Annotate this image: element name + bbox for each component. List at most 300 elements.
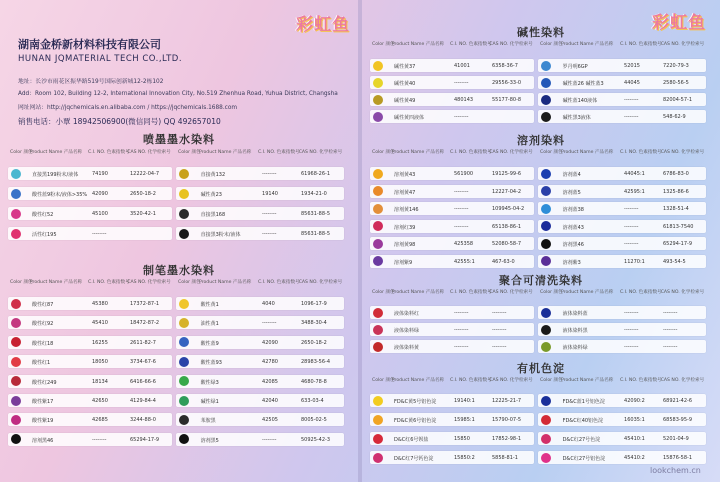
ci-number: -------- <box>454 310 469 316</box>
brand-logo: 彩虹鱼 <box>296 15 350 35</box>
cas-number: 85631-88-5 <box>300 231 331 237</box>
column-header <box>370 290 534 302</box>
color-swatch <box>179 318 189 328</box>
color-swatch <box>179 209 189 219</box>
product-name: 溶剂蓝43 <box>562 224 584 231</box>
product-row <box>538 451 706 464</box>
ci-number: 18050 <box>92 359 108 366</box>
header-name: Product Name 产品名称 <box>561 150 614 155</box>
cas-number: 61968-26-1 <box>300 171 331 177</box>
ci-number: 42505 <box>262 417 278 424</box>
color-swatch <box>179 169 189 179</box>
product-name: 酸性紫19 <box>32 418 54 425</box>
cas-number: 5858-81-1 <box>492 455 518 461</box>
product-row <box>176 297 344 310</box>
ci-number: 15850 <box>454 436 470 442</box>
product-row <box>538 93 706 106</box>
product-name: 酸性红18 <box>32 340 54 347</box>
product-name: FD&C黄5号铝色淀 <box>394 399 437 405</box>
color-swatch <box>373 221 383 231</box>
product-name: 直接黑199粉末/液体 <box>32 172 79 178</box>
header-ci: C.I. NO. 色素指数号 <box>619 42 662 47</box>
color-swatch <box>179 299 189 309</box>
section-title: 溶剂染料 <box>517 134 565 147</box>
ci-number: 16035:1 <box>624 417 645 423</box>
ci-number: 42595:1 <box>624 188 645 195</box>
product-row <box>370 110 534 123</box>
header-name: Product Name 产品名称 <box>391 290 445 295</box>
product-row <box>370 255 534 268</box>
ci-number: 74190 <box>92 171 108 177</box>
color-swatch <box>11 376 21 386</box>
cas-number: 68921-42-6 <box>662 398 693 404</box>
color-swatch <box>179 434 189 444</box>
product-row <box>538 340 706 353</box>
cas-number: 50925-42-3 <box>300 436 331 443</box>
color-swatch <box>373 112 383 122</box>
product-row <box>176 227 344 240</box>
ci-number: -------- <box>262 231 277 237</box>
ci-number: -------- <box>454 114 469 120</box>
column-header <box>538 290 706 302</box>
cas-number: 493-54-5 <box>662 258 686 265</box>
color-swatch <box>541 308 551 318</box>
product-name: 罗丹明6GP <box>562 64 588 70</box>
product-name: 液体染料绿 <box>562 345 588 351</box>
watermark: lookchem.cn <box>650 466 701 475</box>
header-color: Color 颜色 <box>372 150 395 155</box>
column-header <box>370 378 534 390</box>
cas-number: 68583-95-9 <box>662 417 693 423</box>
cas-number: 6416-66-6 <box>130 378 156 385</box>
color-swatch <box>541 169 551 179</box>
ci-number: -------- <box>454 344 469 350</box>
ci-number: -------- <box>454 188 469 195</box>
color-swatch <box>373 308 383 318</box>
header-color: Color 颜色 <box>372 42 395 47</box>
product-name: 碱性蓝140液体 <box>562 98 598 104</box>
cas-number: 1096-17-9 <box>300 301 327 307</box>
product-name: 碱性黄四液体 <box>394 115 425 121</box>
cas-number: 17852-98-1 <box>492 436 522 442</box>
color-swatch <box>541 396 551 406</box>
color-swatch <box>373 61 383 71</box>
header-cas: CAS NO. 化学检索号 <box>298 150 343 155</box>
color-swatch <box>373 239 383 249</box>
cas-number: -------- <box>662 344 678 350</box>
color-swatch <box>373 256 383 266</box>
cas-number: 6786-83-0 <box>662 171 689 177</box>
ci-number: -------- <box>262 436 277 443</box>
ci-number: 480143 <box>454 97 474 103</box>
cas-number: 52080-58-7 <box>492 241 522 247</box>
product-name: 酸性红1 <box>32 360 51 367</box>
cas-number: 12227-04-2 <box>492 188 522 195</box>
cas-number: 3244-88-0 <box>130 417 156 424</box>
color-swatch <box>179 396 189 406</box>
ci-number: 44045 <box>624 80 640 86</box>
product-name: 溶剂黑46 <box>562 242 584 248</box>
header-cas: CAS NO. 化学检索号 <box>660 42 705 47</box>
column-header <box>538 42 706 54</box>
color-swatch <box>373 453 383 463</box>
product-row <box>538 76 706 89</box>
product-row <box>370 220 534 233</box>
product-row <box>8 316 172 329</box>
ci-number: 42085 <box>262 378 278 385</box>
header-color: Color 颜色 <box>540 42 563 47</box>
color-swatch <box>541 434 551 444</box>
header-color: Color 颜色 <box>540 378 563 383</box>
product-row <box>176 167 344 180</box>
left-page <box>0 0 358 482</box>
product-name: 碱性黑3液体 <box>562 115 591 121</box>
column-header <box>538 150 706 162</box>
ci-number: 42685 <box>92 417 108 424</box>
product-name: 酸性红52 <box>32 212 54 218</box>
product-name: 液体染料黑 <box>562 328 588 334</box>
cas-number: 29556-33-0 <box>492 80 522 86</box>
header-cas: CAS NO. 化学检索号 <box>298 280 343 285</box>
column-header <box>176 150 344 162</box>
cas-number: 467-63-0 <box>492 258 515 265</box>
cas-number: -------- <box>492 327 507 333</box>
header-cas: CAS NO. 化学检索号 <box>660 290 705 295</box>
header-color: Color 颜色 <box>540 150 563 155</box>
product-row <box>8 297 172 310</box>
address-en: Add：Room 102, Building 12-2, International Innovation City, No.519 Zhenhua Road, Yuhua District, Changsha <box>18 91 338 97</box>
ci-number: 16255 <box>92 339 108 346</box>
product-row <box>370 76 534 89</box>
cas-number: 4680-78-8 <box>300 378 327 385</box>
product-row <box>176 207 344 220</box>
ci-number: 15985:1 <box>454 417 475 423</box>
cas-number: -------- <box>662 310 678 316</box>
product-name: 溶剂黑46 <box>32 437 54 444</box>
product-row <box>370 340 534 353</box>
product-name: D&C红27号色淀 <box>562 437 601 443</box>
product-row <box>538 202 706 215</box>
color-swatch <box>11 229 21 239</box>
ci-number: -------- <box>624 114 639 120</box>
product-row <box>538 185 706 198</box>
header-name: Product Name 产品名称 <box>561 378 614 383</box>
cas-number: 4129-84-4 <box>130 398 156 404</box>
cas-number: 1325-86-6 <box>662 188 689 195</box>
ci-number: -------- <box>92 231 107 237</box>
ci-number: 45410:2 <box>624 455 645 461</box>
product-name: 直接黑3粉末/液体 <box>200 232 241 238</box>
ci-number: 11270:1 <box>624 258 645 265</box>
header-color: Color 颜色 <box>372 378 395 383</box>
product-name: 溶剂紫3 <box>562 259 581 266</box>
product-name: 溶剂黑5 <box>200 437 219 444</box>
product-name: 直接黑168 <box>200 212 226 218</box>
brand-logo: 彩虹鱼 <box>652 13 706 33</box>
header-cas: CAS NO. 化学检索号 <box>660 150 705 155</box>
header-ci: C.I. NO. 色素指数号 <box>619 290 662 295</box>
ci-number: 45410 <box>92 320 108 327</box>
product-name: 碱性黄37 <box>394 64 416 70</box>
product-name: 溶剂黄43 <box>394 172 416 178</box>
product-row <box>8 167 172 180</box>
product-name: 溶剂黄146 <box>394 207 419 213</box>
ci-number: -------- <box>262 320 277 327</box>
cas-number: 55177-80-8 <box>492 97 522 103</box>
product-row <box>370 167 534 180</box>
product-name: 苯胺黑 <box>200 418 216 425</box>
cas-number: -------- <box>492 344 507 350</box>
column-header <box>370 150 534 162</box>
ci-number: -------- <box>624 223 639 230</box>
color-swatch <box>11 318 21 328</box>
color-swatch <box>541 221 551 231</box>
ci-number: -------- <box>454 327 469 333</box>
column-header <box>176 280 344 292</box>
right-page <box>362 0 720 482</box>
header-cas: CAS NO. 化学检索号 <box>489 378 533 383</box>
header-ci: C.I. NO. 色素指数号 <box>88 280 130 285</box>
color-swatch <box>373 415 383 425</box>
section-title: 有机色淀 <box>517 362 565 375</box>
ci-number: -------- <box>262 211 277 217</box>
cas-number: 65138-86-1 <box>492 223 522 230</box>
color-swatch <box>179 415 189 425</box>
product-row <box>370 237 534 250</box>
header-cas: CAS NO. 化学检索号 <box>127 150 171 155</box>
cas-number: 633-03-4 <box>300 398 324 404</box>
cas-number: 15876-58-1 <box>662 455 693 461</box>
color-swatch <box>11 415 21 425</box>
header-name: Product Name 产品名称 <box>561 42 614 47</box>
address-cn: 地址：长沙市雨花区振华路519号国际创新城12-2栋102 <box>18 79 164 85</box>
product-name: 酸性紫17 <box>32 399 54 405</box>
ci-number: 42555:1 <box>454 258 475 265</box>
product-row <box>538 255 706 268</box>
cas-number: 82004-57-1 <box>662 97 693 103</box>
product-row <box>370 432 534 445</box>
product-row <box>176 413 344 426</box>
color-swatch <box>179 229 189 239</box>
product-row <box>370 413 534 426</box>
color-swatch <box>373 434 383 444</box>
color-swatch <box>373 169 383 179</box>
cas-number: 85631-88-5 <box>300 211 331 217</box>
ci-number: 42090 <box>92 191 108 197</box>
column-header <box>8 150 172 162</box>
product-name: 酸性绿3 <box>200 379 219 386</box>
color-swatch <box>179 357 189 367</box>
product-row <box>8 394 172 407</box>
cas-number: 1934-21-0 <box>300 191 327 197</box>
product-row <box>176 355 344 368</box>
ci-number: 52015 <box>624 63 640 69</box>
product-name: 液体染料黄 <box>394 345 420 351</box>
color-swatch <box>541 415 551 425</box>
product-row <box>370 394 534 407</box>
cas-number: 61813-7540 <box>662 223 694 230</box>
ci-number: -------- <box>454 206 469 212</box>
column-header <box>8 280 172 292</box>
product-name: 酸性蓝93 <box>200 360 222 367</box>
ci-number: -------- <box>624 97 639 103</box>
color-swatch <box>373 396 383 406</box>
product-name: 酸性黄1 <box>200 302 219 308</box>
product-name: 溶剂黄98 <box>394 242 416 248</box>
header-ci: C.I. NO. 色素指数号 <box>257 150 300 155</box>
header-cas: CAS NO. 化学检索号 <box>660 378 705 383</box>
ci-number: 4040 <box>262 301 275 307</box>
ci-number: 42040 <box>262 398 278 404</box>
product-name: D&C红27号铝色淀 <box>562 456 606 462</box>
ci-number: 42780 <box>262 359 278 366</box>
ci-number: 45100 <box>92 211 108 217</box>
product-name: 碱性黄23 <box>200 192 222 198</box>
cas-number: -------- <box>662 327 678 333</box>
product-name: 溶剂蓝5 <box>562 189 581 196</box>
product-name: 酸性红249 <box>32 379 57 386</box>
cas-number: 7220-79-3 <box>662 63 689 69</box>
color-swatch <box>541 239 551 249</box>
ci-number: 19140 <box>262 191 278 197</box>
product-name: 溶剂红39 <box>394 224 416 231</box>
product-name: 溶剂紫9 <box>394 259 413 266</box>
product-name: 碱性黄40 <box>394 81 416 87</box>
product-row <box>538 413 706 426</box>
header-name: Product Name 产品名称 <box>391 42 445 47</box>
product-name: 酸性红87 <box>32 302 54 308</box>
ci-number: 44045:1 <box>624 171 645 177</box>
product-name: 液体染料红 <box>394 311 420 317</box>
cas-number: 2580-56-5 <box>662 80 689 86</box>
product-row <box>370 323 534 336</box>
ci-number: 15850:2 <box>454 455 475 461</box>
product-row <box>538 306 706 319</box>
product-row <box>8 227 172 240</box>
header-cas: CAS NO. 化学检索号 <box>489 150 533 155</box>
header-name: Product Name 产品名称 <box>391 378 445 383</box>
header-name: Product Name 产品名称 <box>199 280 252 285</box>
cas-number: 3488-30-4 <box>300 320 327 327</box>
cas-number: -------- <box>492 310 507 316</box>
color-swatch <box>11 189 21 199</box>
product-row <box>370 93 534 106</box>
product-row <box>176 433 344 446</box>
color-swatch <box>179 376 189 386</box>
cas-number: 28983-56-4 <box>300 359 331 366</box>
header-cas: CAS NO. 化学检索号 <box>489 42 533 47</box>
ci-number: -------- <box>624 344 639 350</box>
product-name: 活性红195 <box>32 232 57 238</box>
product-name: 溶剂蓝38 <box>562 207 584 213</box>
product-name: FD&C蓝1号铝色淀 <box>562 399 605 405</box>
column-header <box>370 42 534 54</box>
ci-number: -------- <box>624 310 639 316</box>
cas-number: 1328-51-4 <box>662 206 689 212</box>
cas-number: 2611-82-7 <box>130 339 156 346</box>
section-title: 喷墨墨水染料 <box>143 133 215 146</box>
header-ci: C.I. NO. 色素指数号 <box>450 150 492 155</box>
ci-number: 42090 <box>262 339 278 346</box>
cas-number: 65294-17-9 <box>662 241 693 247</box>
header-ci: C.I. NO. 色素指数号 <box>88 150 130 155</box>
product-row <box>176 336 344 349</box>
cas-number: 12225-21-7 <box>492 398 522 404</box>
product-name: D&C红7号钙色淀 <box>394 456 434 462</box>
header-cas: CAS NO. 化学检索号 <box>489 290 533 295</box>
company-name-cn: 湖南金桥新材料科技有限公司 <box>18 38 161 51</box>
section-title: 碱性染料 <box>517 26 565 39</box>
product-name: FD&C黄6号铝色淀 <box>394 418 437 424</box>
header-name: Product Name 产品名称 <box>199 150 252 155</box>
product-row <box>8 413 172 426</box>
product-name: 碱性黄49 <box>394 98 416 104</box>
product-row <box>8 433 172 446</box>
sales-phone: 销售电话：小覃 18942506900(微信同号) QQ 492657010 <box>18 117 221 126</box>
cas-number: 19125-99-6 <box>492 171 522 177</box>
color-swatch <box>11 396 21 406</box>
product-row <box>370 59 534 72</box>
cas-number: 6358-36-7 <box>492 63 518 69</box>
cas-number: 3734-67-6 <box>130 359 156 366</box>
product-row <box>538 432 706 445</box>
ci-number: -------- <box>262 171 277 177</box>
color-swatch <box>373 78 383 88</box>
ci-number: 45380 <box>92 301 108 307</box>
color-swatch <box>11 434 21 444</box>
ci-number: -------- <box>92 436 107 443</box>
color-swatch <box>541 453 551 463</box>
product-row <box>538 110 706 123</box>
header-ci: C.I. NO. 色素指数号 <box>450 378 492 383</box>
cas-number: 3520-42-1 <box>130 211 156 217</box>
cas-number: 5201-04-9 <box>662 436 689 442</box>
ci-number: 42090:2 <box>624 398 645 404</box>
header-cas: CAS NO. 化学检索号 <box>127 280 171 285</box>
color-swatch <box>11 299 21 309</box>
product-name: 直接黄132 <box>200 172 226 178</box>
product-row <box>8 187 172 200</box>
color-swatch <box>11 169 21 179</box>
section-title: 制笔墨水染料 <box>143 264 215 277</box>
product-row <box>538 394 706 407</box>
product-name: 液体染料绿 <box>394 328 420 334</box>
header-color: Color 颜色 <box>372 290 395 295</box>
product-name: 油性黄1 <box>200 321 219 328</box>
header-name: Product Name 产品名称 <box>29 280 83 285</box>
product-row <box>8 375 172 388</box>
product-row <box>176 394 344 407</box>
product-name: 酸性蓝9粉末/液体>35% <box>32 192 88 198</box>
header-ci: C.I. NO. 色素指数号 <box>619 378 662 383</box>
color-swatch <box>541 186 551 196</box>
color-swatch <box>541 78 551 88</box>
product-row <box>538 220 706 233</box>
color-swatch <box>541 325 551 335</box>
header-color: Color 颜色 <box>540 290 563 295</box>
ci-number: 41001 <box>454 63 470 69</box>
ci-number: 561900 <box>454 171 474 177</box>
cas-number: 2650-18-2 <box>300 339 327 346</box>
product-name: D&C红6号钡盐 <box>394 437 429 443</box>
color-swatch <box>11 357 21 367</box>
product-row <box>370 451 534 464</box>
product-row <box>8 336 172 349</box>
color-swatch <box>373 95 383 105</box>
product-name: 液体染料蓝 <box>562 311 588 317</box>
color-swatch <box>541 95 551 105</box>
product-row <box>176 187 344 200</box>
